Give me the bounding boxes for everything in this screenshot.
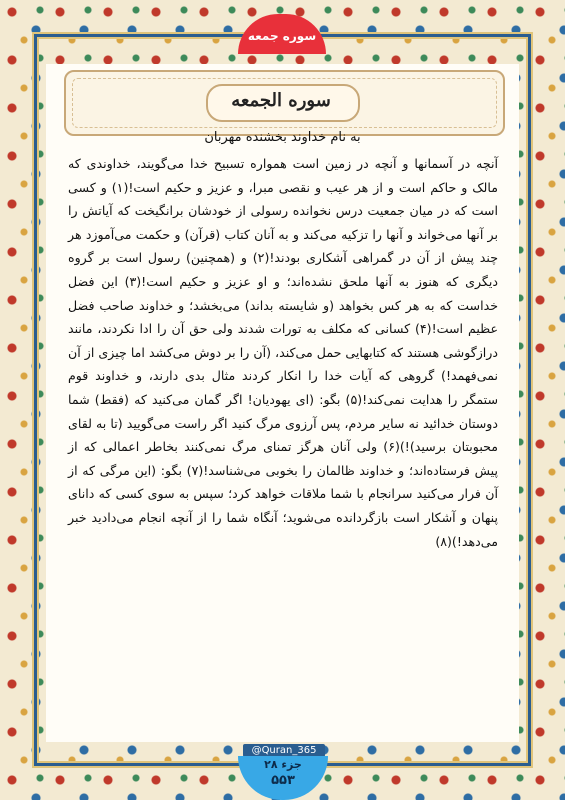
page-number: ۵۵۳: [271, 773, 295, 788]
basmala: به نام خداوند بخشنده مهربان: [204, 130, 361, 145]
surah-name-label: سوره جمعه: [247, 29, 317, 43]
page-title: سوره الجمعه: [231, 90, 331, 111]
channel-handle: @Quran_365: [243, 744, 325, 757]
juz-label: جزء ۲۸: [264, 758, 302, 771]
translation-text: آنچه در آسمانها و آنچه در زمین است همواره تسبیح خدا می‌گویند، خداوندی که مالک و حاکم است و از هر عیب و نقصی مبرا، و عزیز و حکیم است!(۱) و کسی است که در میان جمعیت درس نخوانده رسولی از خودشان برانگیخت که آیاتش را بر آنها می‌خواند و آنها را تزکیه می‌کند و به آنان کتاب (قرآن) و حکمت می‌آموزد هر چند پیش از آن در گمراهی آشکاری بودند!(۲) و (همچنین) رسول است بر گروه دیگری که هنوز به آنها ملحق نشده‌اند؛ و او عزیز و حکیم است!(۳) این فضل خداست که به هر کس بخواهد (و شایسته بداند) می‌بخشد؛ و خداوند صاحب فضل عظیم است!(۴) کسانی که مکلف به تورات شدند ولی حق آن را ادا نکردند، مانند درازگوشی هستند که کتابهایی حمل می‌کند، (آن را بر دوش می‌کشد اما چیزی از آن نمی‌فهمد!) گروهی که آیات خدا را انکار کردند مثال بدی دارند، و خداوند قوم ستمگر را هدایت نمی‌کند!(۵) بگو: (ای یهودیان! اگر گمان می‌کنید که (فقط) شما دوستان خدائید نه سایر مردم، پس آرزوی مرگ کنید اگر راست می‌گویید (تا به لقای محبوبتان برسید)!)(۶) ولی آنان هرگز تمنای مرگ نمی‌کنند بخاطر اعمالی که از پیش فرستاده‌اند؛ و خداوند ظالمان را بخوبی می‌شناسد!(۷) بگو: (این مرگی که از آن فرار می‌کنید سرانجام با شما ملاقات خواهد کرد؛ سپس به سوی کسی که دانای پنهان و آشکار است بازگردانده می‌شوید؛ آنگاه شما را از آنچه انجام می‌دادید خبر می‌دهد!)(۸): [68, 156, 498, 549]
